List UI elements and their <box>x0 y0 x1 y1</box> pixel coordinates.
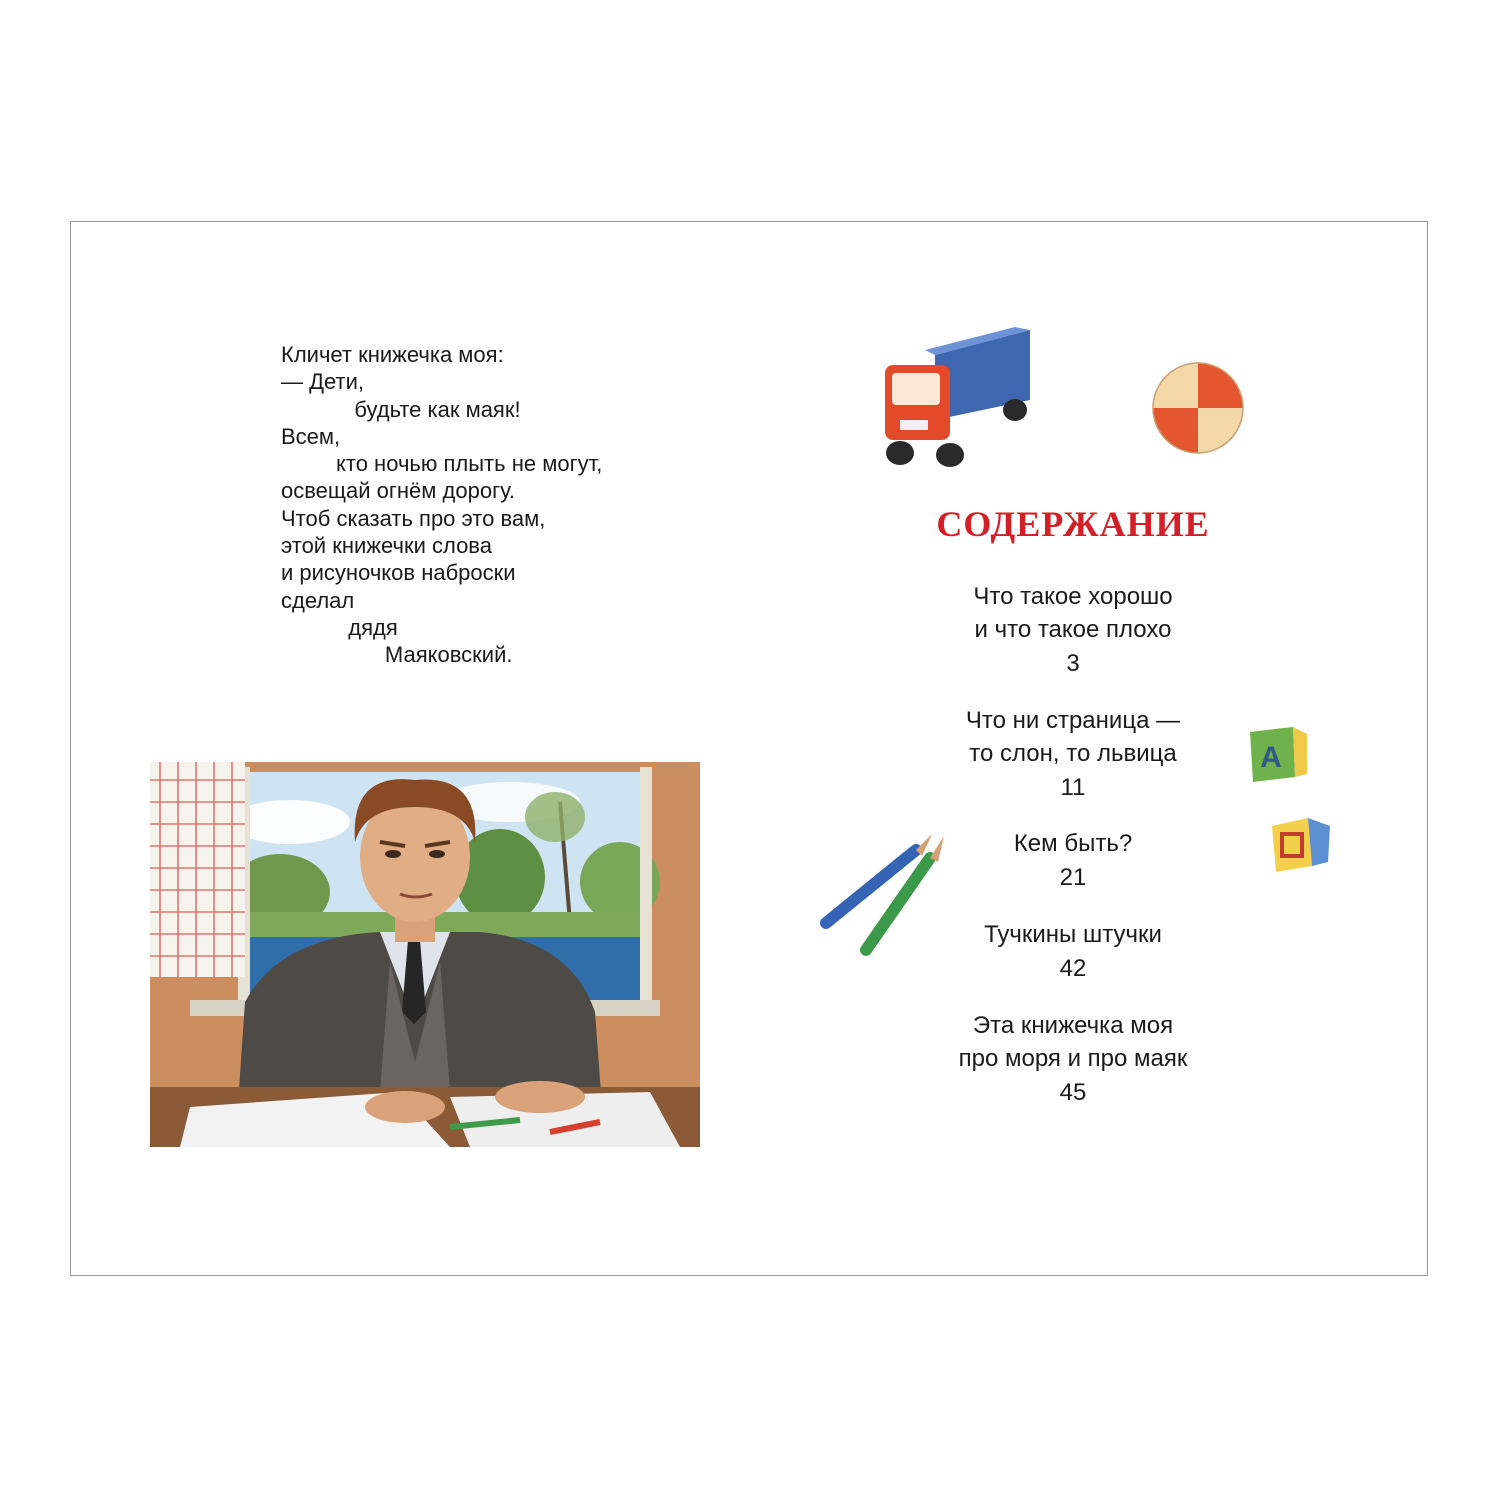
contents-entry[interactable] <box>900 827 1246 893</box>
poem-line: и рисуночков наброски <box>281 560 516 586</box>
contents-entry[interactable] <box>900 580 1246 679</box>
contents-entry-title: то слон, то львица <box>969 740 1177 767</box>
toy-truck-icon <box>880 325 1035 467</box>
man-at-desk-illustration <box>150 762 700 1147</box>
poem-line: сделал <box>281 587 355 613</box>
contents-entry-page: 21 <box>1059 864 1087 891</box>
poem-line: этой книжечки слова <box>281 533 492 559</box>
svg-text:A: A <box>1260 741 1282 774</box>
contents-entry-page: 11 <box>1060 774 1086 801</box>
poem-line: — Дети, <box>281 369 364 395</box>
poem-stanza <box>281 341 701 669</box>
contents-entry-title: Эта книжечка моя <box>972 1012 1174 1039</box>
contents-entry[interactable] <box>900 704 1246 803</box>
contents-title: СОДЕРЖАНИЕ <box>936 504 1210 544</box>
poem-line: кто ночью плыть не могут, <box>281 451 603 477</box>
letter-block-icon <box>1245 722 1311 786</box>
poem-line: Кличет книжечка моя: <box>281 342 504 367</box>
contents-entry-title: Тучкины штучки <box>984 921 1162 948</box>
poem-line: будьте как маяк! <box>281 396 521 422</box>
poem-line: Чтоб сказать про это вам, <box>281 505 546 531</box>
contents-entry[interactable] <box>900 1009 1246 1108</box>
contents-entry-title: и что такое плохо <box>974 616 1172 643</box>
letter-block-icon <box>1268 812 1334 876</box>
contents-entry[interactable] <box>900 918 1246 984</box>
poem-line: Всем, <box>281 423 341 449</box>
contents-entry-page: 45 <box>1059 1079 1087 1106</box>
poem-line: Маяковский. <box>281 642 513 668</box>
poem-line: освещай огнём дорогу. <box>281 478 516 504</box>
contents-entry-title: Что ни страница — <box>965 707 1181 734</box>
contents-entry-title: про моря и про маяк <box>958 1045 1188 1072</box>
poem-line: дядя <box>281 614 398 640</box>
contents-entry-title: Кем быть? <box>1013 830 1133 857</box>
contents-entry-page: 3 <box>1066 650 1080 677</box>
contents-entry-page: 42 <box>1059 955 1087 982</box>
ball-icon <box>1150 360 1246 456</box>
contents-entry-title: Что такое хорошо <box>973 583 1173 610</box>
